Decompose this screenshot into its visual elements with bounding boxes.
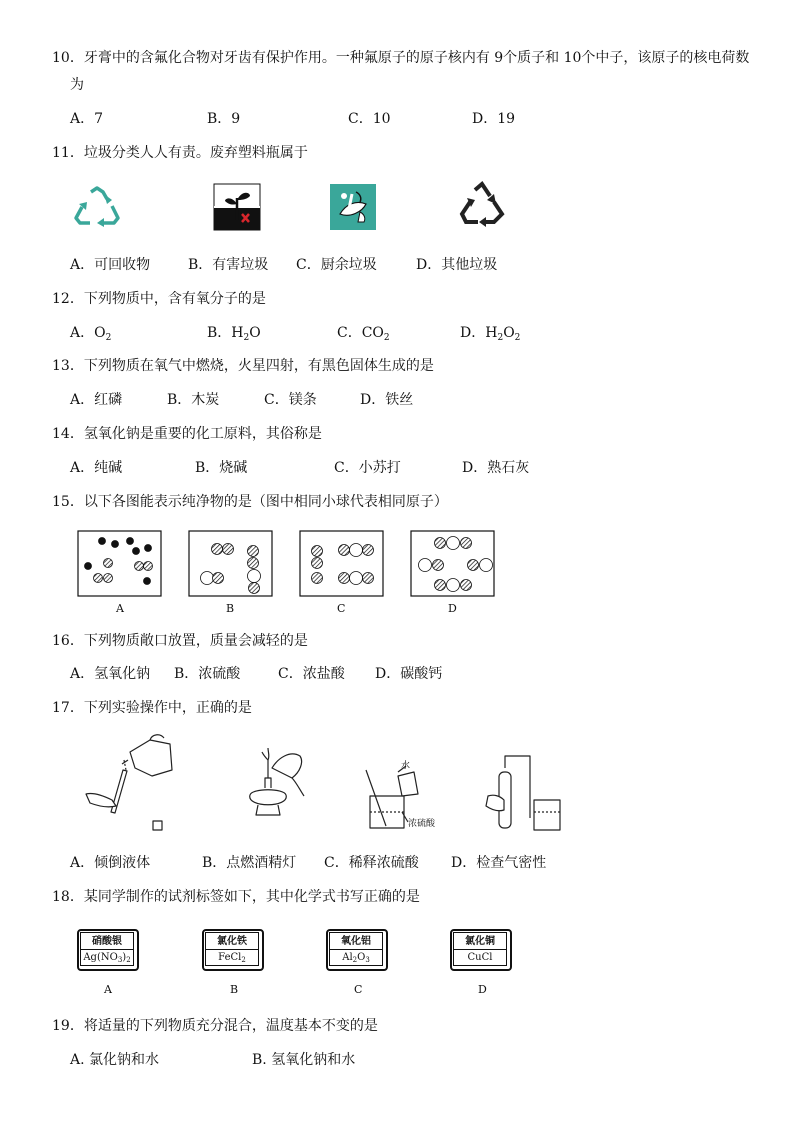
reagent-label-d-name: 氯化铜: [465, 936, 495, 947]
reagent-label-b-formula: FeCl$_2$: [218, 952, 246, 964]
q14-option-d: D．熟石灰: [462, 460, 530, 476]
q16-stem: 16．下列物质敞口放置，质量会减轻的是: [52, 633, 308, 649]
q11-option-a: A．可回收物: [70, 257, 151, 273]
q13-option-d: D．铁丝: [360, 392, 414, 408]
reagent-label-d-formula: CuCl: [467, 952, 493, 963]
q14-option-a: A．纯碱: [70, 460, 123, 476]
q10-stem-line2: 为: [70, 77, 84, 93]
q15-stem: 15．以下各图能表示纯净物的是（图中相同小球代表相同原子）: [52, 494, 448, 510]
reagent-label-d: [450, 929, 512, 971]
reagent-label-a-name: 硝酸银: [92, 936, 122, 947]
q17-option-a: A．倾倒液体: [70, 855, 151, 871]
q11-option-d: D．其他垃圾: [416, 257, 498, 273]
q10-option-b: B．9: [207, 111, 241, 127]
q12-stem: 12．下列物质中，含有氧分子的是: [52, 291, 266, 307]
reagent-label-a-formula: $Ag(NO_3)_2$: [83, 952, 131, 964]
q10-option-a: A．7: [70, 111, 104, 127]
q11-option-b: B．有害垃圾: [188, 257, 269, 273]
q16-option-b: B．浓硫酸: [174, 666, 241, 682]
reagent-label-c-name: 氧化铝: [341, 936, 371, 947]
q10-option-c: C．10: [348, 111, 391, 127]
q17-fig-acid-label: 浓硫酸: [408, 819, 436, 829]
q18-letter-b: B: [230, 983, 239, 996]
q19-option-a: A. 氯化钠和水: [70, 1052, 160, 1068]
reagent-label-c-formula: $Al_2O_3$: [342, 952, 370, 964]
q17-option-c: C．稀释浓硫酸: [324, 855, 419, 871]
q15-label-b: B: [226, 602, 235, 615]
q17-option-b: B．点燃酒精灯: [202, 855, 297, 871]
q13-option-c: C．镁条: [264, 392, 317, 408]
reagent-label-c: [326, 929, 388, 971]
reagent-label-a: [77, 929, 139, 971]
q14-stem: 14．氢氧化钠是重要的化工原料，其俗称是: [52, 426, 322, 442]
q19-stem: 19．将适量的下列物质充分混合，温度基本不变的是: [52, 1018, 378, 1034]
q14-option-c: C．小苏打: [334, 460, 401, 476]
q19-option-b: B. 氢氧化钠和水: [252, 1052, 356, 1068]
q13-option-b: B．木炭: [167, 392, 220, 408]
q15-label-d: D: [448, 602, 457, 615]
q11-stem: 11．垃圾分类人人有责。废弃塑料瓶属于: [52, 145, 308, 161]
q17-option-d: D．检查气密性: [451, 855, 547, 871]
q13-stem: 13．下列物质在氧气中燃烧，火星四射，有黑色固体生成的是: [52, 358, 434, 374]
q17-fig-water-label: 水: [401, 761, 411, 771]
q18-letter-d: D: [478, 983, 487, 996]
q15-label-a: A: [116, 602, 124, 615]
reagent-label-b: [202, 929, 264, 971]
q10-option-d: D．19: [472, 111, 516, 127]
q10-stem-line1: 10．牙膏中的含氟化合物对牙齿有保护作用。一种氟原子的原子核内有 9个质子和 10个中子，该原子的核电荷数: [52, 50, 750, 66]
q16-option-c: C．浓盐酸: [278, 666, 345, 682]
reagent-label-b-name: 氯化铁: [217, 936, 247, 947]
q12-option-c: C．$CO_2$: [337, 325, 390, 343]
q12-option-b: B．$H_2O$: [207, 325, 261, 343]
q16-option-a: A．氢氧化钠: [70, 666, 151, 682]
q17-stem: 17．下列实验操作中，正确的是: [52, 700, 252, 716]
q14-option-b: B．烧碱: [195, 460, 248, 476]
q18-stem: 18．某同学制作的试剂标签如下，其中化学式书写正确的是: [52, 889, 420, 905]
q11-option-c: C．厨余垃圾: [296, 257, 377, 273]
q18-letter-c: C: [354, 983, 363, 996]
q12-option-a: A．$O_2$: [70, 325, 112, 343]
q13-option-a: A．红磷: [70, 392, 123, 408]
q16-option-d: D．碳酸钙: [375, 666, 443, 682]
q15-label-c: C: [337, 602, 346, 615]
q18-letter-a: A: [104, 983, 112, 996]
q12-option-d: D．$H_2O_2$: [460, 325, 521, 343]
